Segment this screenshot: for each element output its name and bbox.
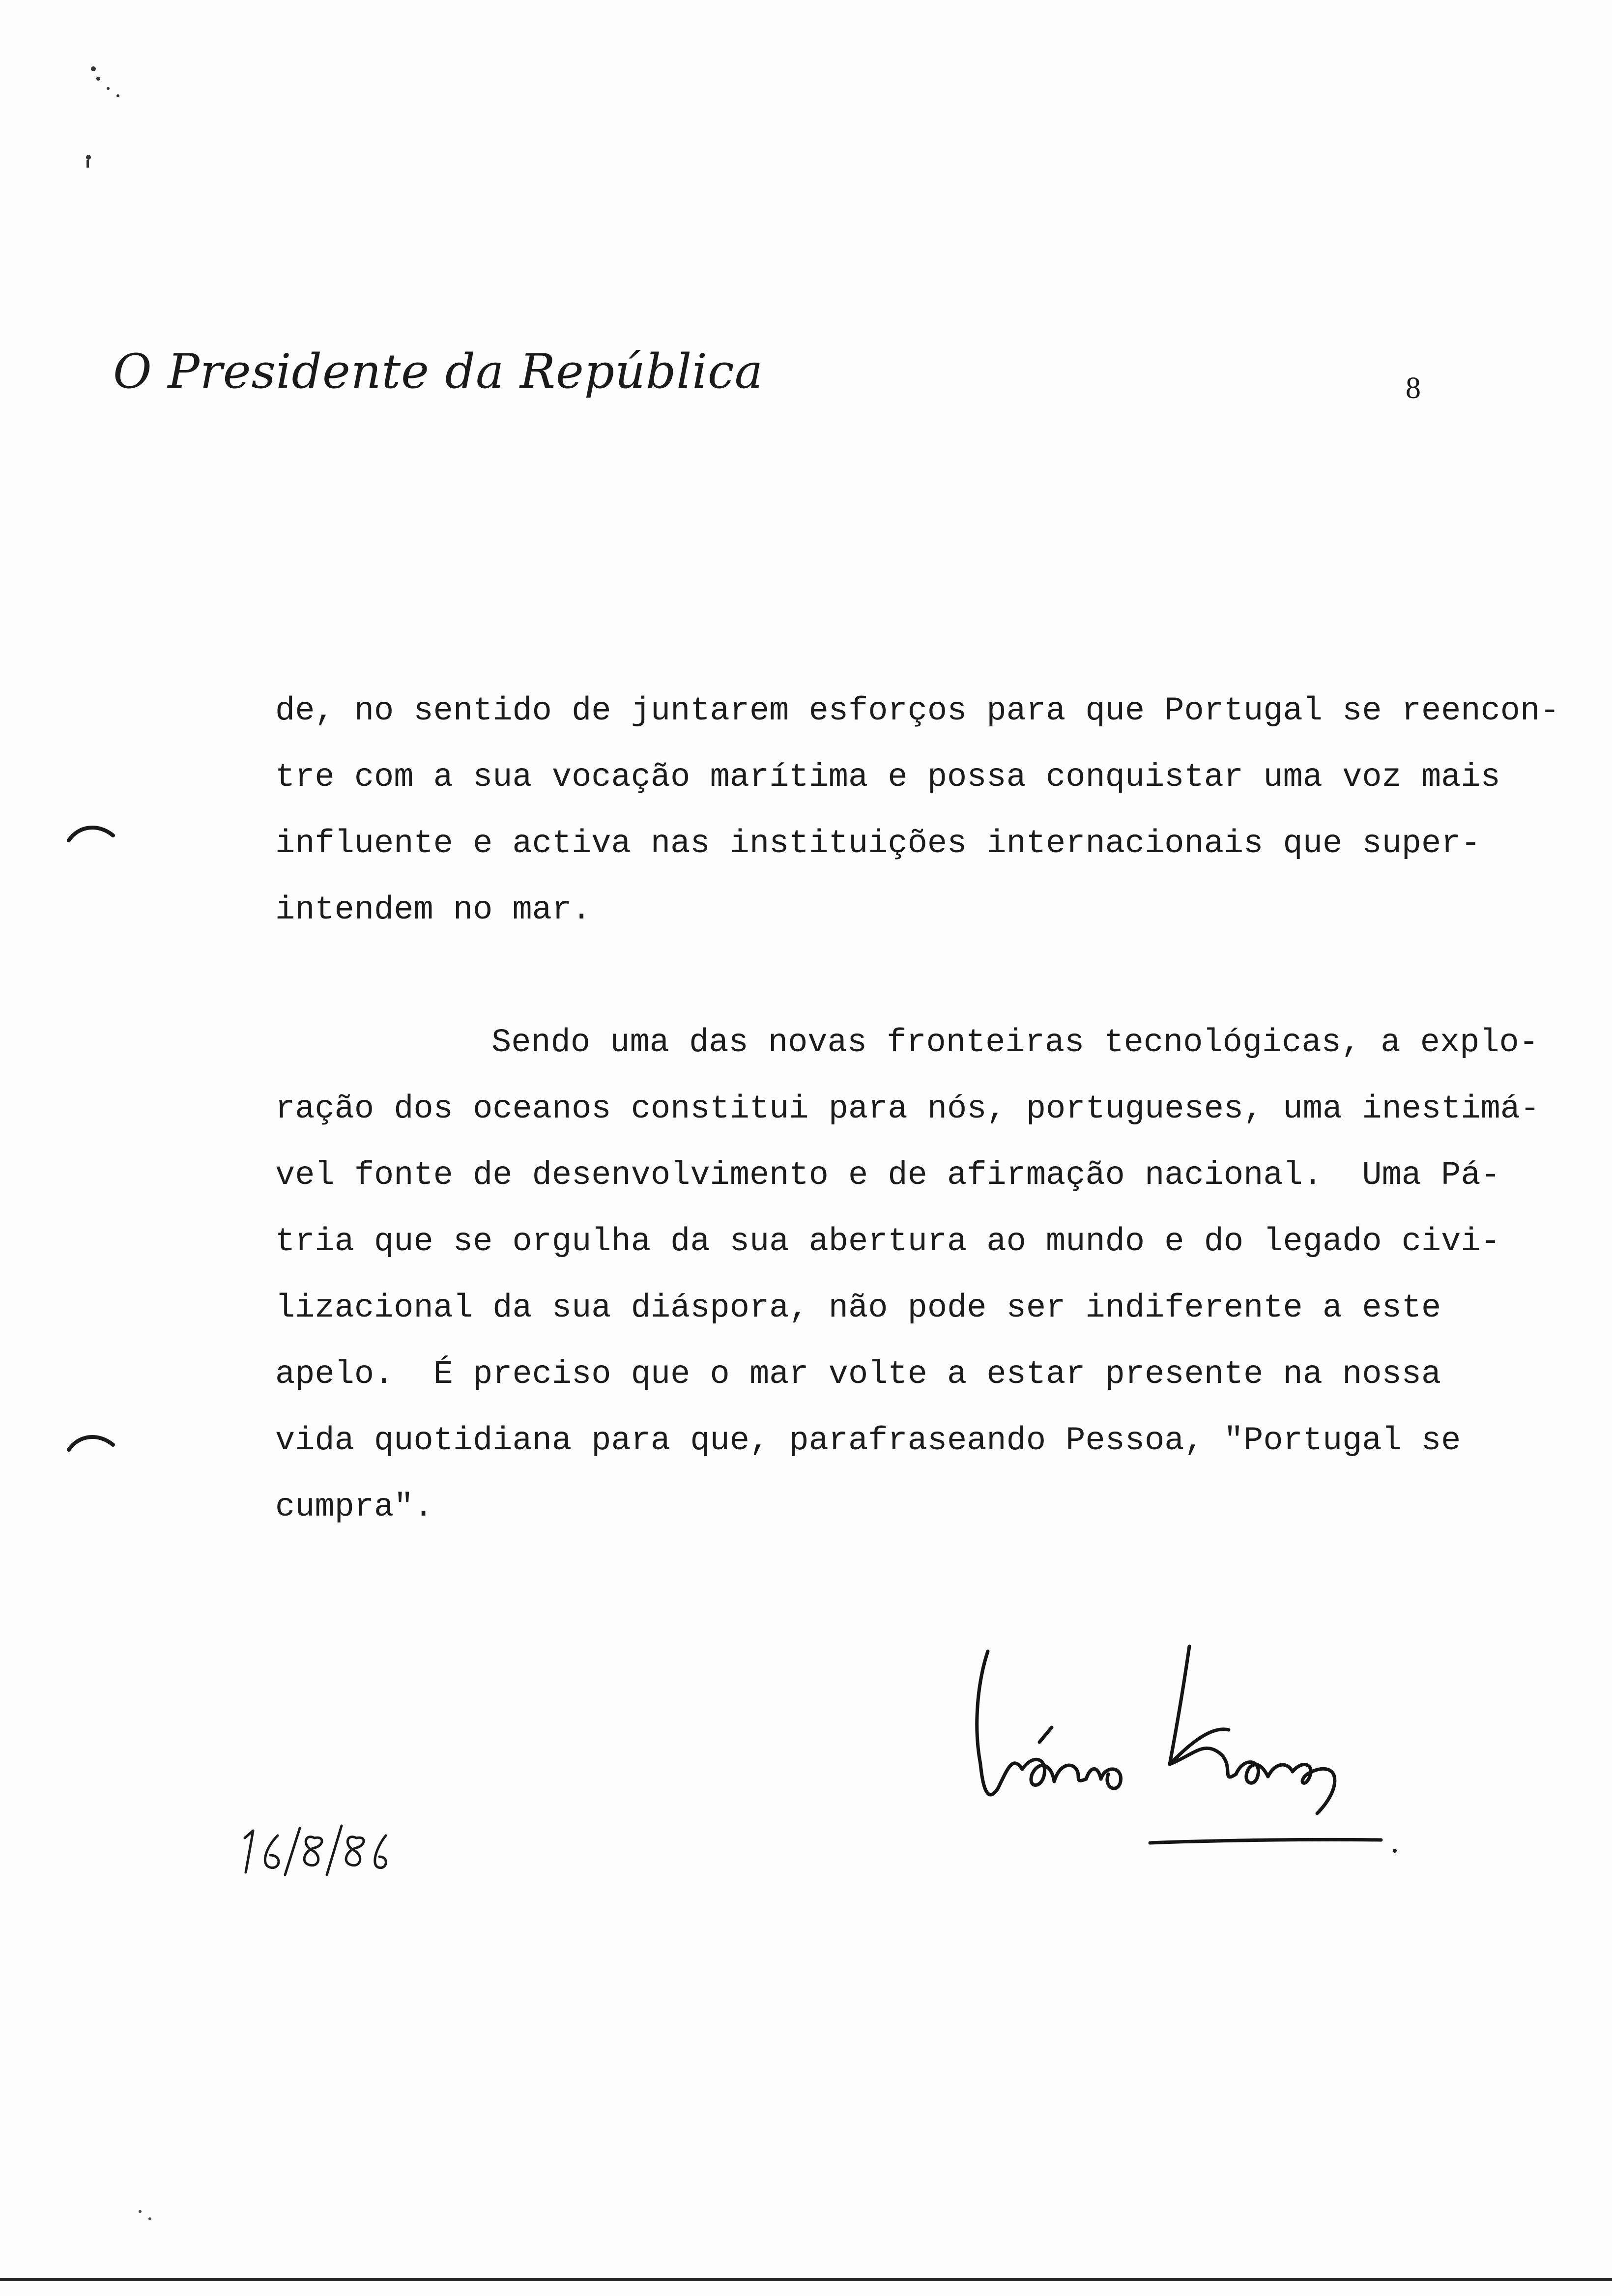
paragraph-1-line: de, no sentido de juntarem esforços para que Portugal se reencon-: [275, 692, 1560, 730]
body-text: [275, 678, 1560, 1541]
paragraph-1-line: influente e activa nas instituições internacionais que super-: [275, 825, 1481, 862]
paragraph-2-line: vel fonte de desenvolvimento e de afirmação nacional. Uma Pá-: [275, 1157, 1500, 1194]
letterhead: O Presidente da República: [113, 344, 763, 399]
paragraph-2-line: vida quotidiana para que, parafraseando Pessoa, "Portugal se: [275, 1422, 1461, 1460]
paragraph-1-line: tre com a sua vocação marítima e possa conquistar uma voz mais: [275, 759, 1500, 796]
punch-hole-mark-upper: [64, 816, 123, 855]
punch-hole-mark-lower: [64, 1425, 123, 1464]
paragraph-1-line: intendem no mar.: [275, 891, 592, 929]
paragraph-2-line: Sendo uma das novas fronteiras tecnológicas, a explo-: [491, 1024, 1539, 1062]
handwritten-signature: [953, 1641, 1425, 1858]
margin-speck-bottom: [133, 2202, 162, 2231]
paragraph-2-line: apelo. É preciso que o mar volte a estar presente na nossa: [275, 1356, 1441, 1393]
paragraph-2-line: lizacional da sua diáspora, não pode ser indiferente a este: [275, 1290, 1441, 1327]
margin-specks: [74, 59, 172, 187]
paragraph-2-line: tria que se orgulha da sua abertura ao mundo e do legado civi-: [275, 1223, 1500, 1261]
paragraph-2-line: cumpra".: [275, 1489, 433, 1526]
handwritten-date: [231, 1818, 398, 1887]
page-bottom-edge: [0, 2278, 1612, 2281]
paragraph-gap: [275, 944, 1514, 1010]
paragraph-2-line: ração dos oceanos constitui para nós, portugueses, uma inestimá-: [275, 1091, 1540, 1128]
page-number: 8: [1406, 372, 1421, 405]
